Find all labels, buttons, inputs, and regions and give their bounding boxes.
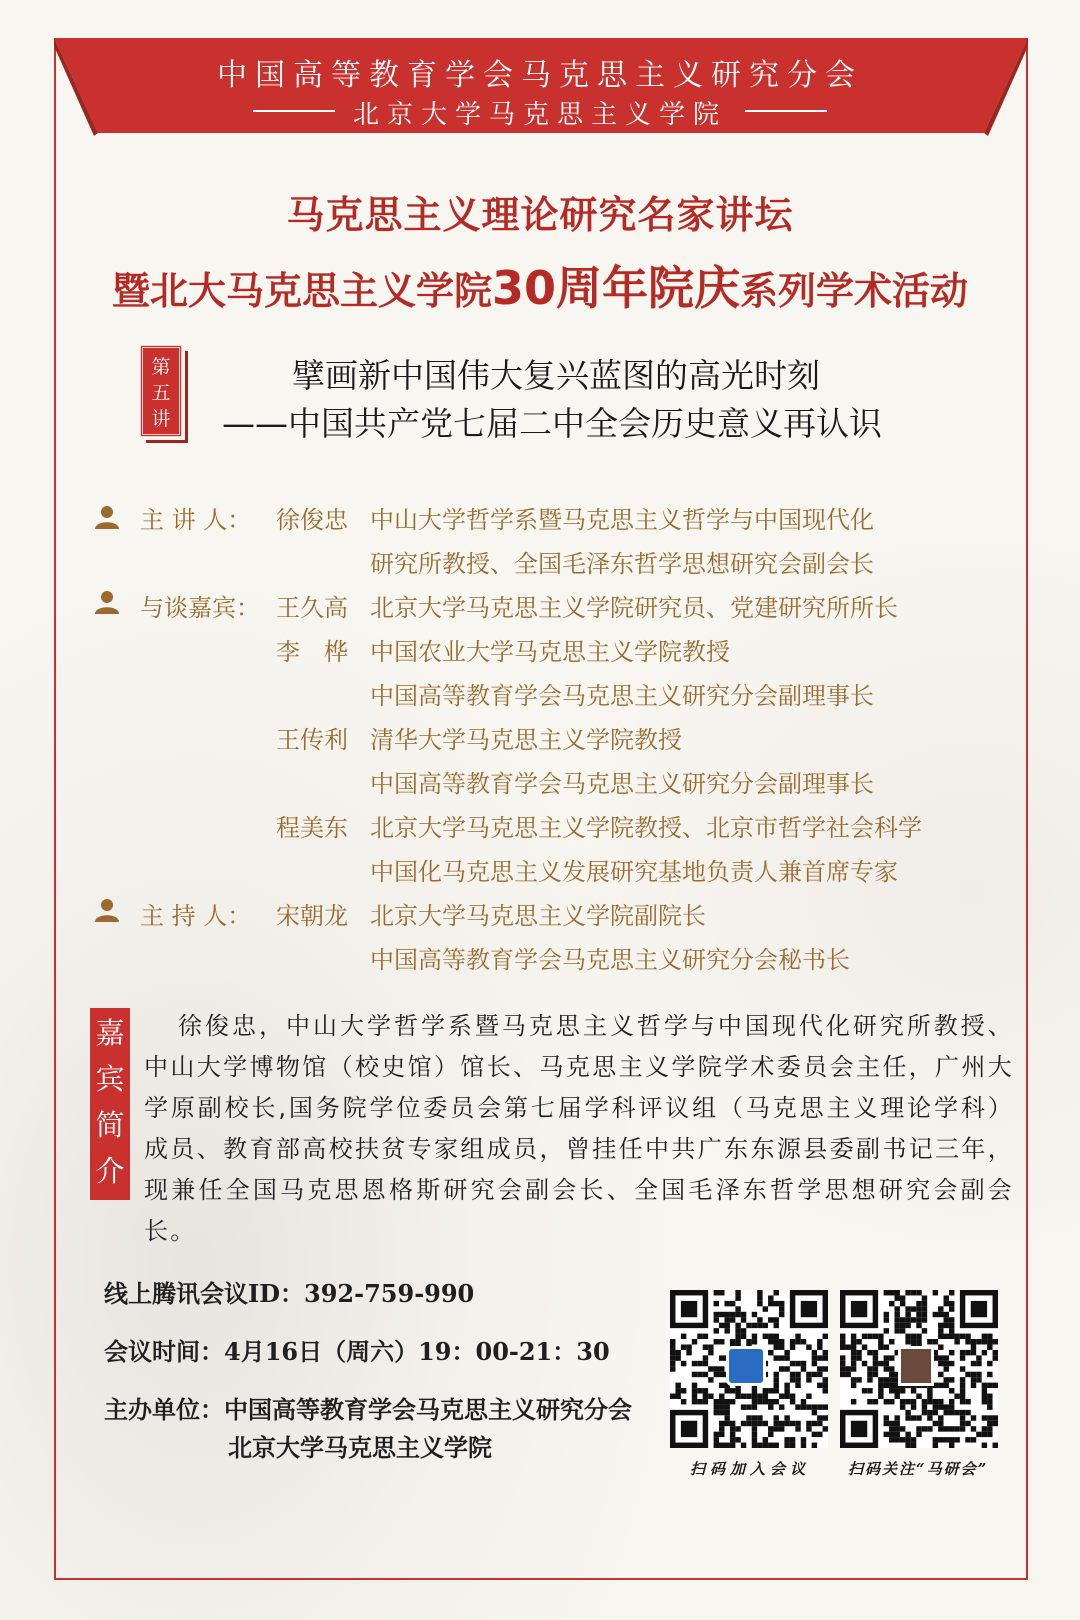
organizer-1: 中国高等教育学会马克思主义研究分会	[224, 1395, 632, 1424]
person-icon	[94, 590, 120, 614]
lecture-badge-char: 第	[151, 356, 171, 378]
speaker-label: 主 讲 人：	[140, 506, 252, 534]
speaker-desc-line: 研究所教授、全国毛泽东哲学思想研究会副会长	[370, 550, 874, 578]
person-icon	[94, 898, 120, 922]
discussant-name: 王传利	[276, 726, 348, 754]
bio-badge-char: 嘉	[95, 1016, 125, 1050]
organizer-row	[104, 1390, 632, 1425]
bio-badge-char: 介	[95, 1154, 125, 1188]
host-desc-line: 中国高等教育学会马克思主义研究分会秘书长	[370, 946, 850, 974]
meeting-time: 会议时间：4月16日（周六）19：00-21：30	[104, 1337, 610, 1366]
title-prefix: 暨北大马克思主义学院	[111, 269, 492, 313]
host-label: 主 持 人：	[140, 902, 252, 930]
discussant-desc-line: 清华大学马克思主义学院教授	[370, 726, 682, 754]
discussants-label: 与谈嘉宾：	[140, 594, 260, 622]
discussant-name: 程美东	[276, 814, 348, 842]
lecture-number-badge	[140, 345, 182, 437]
meeting-id: 线上腾讯会议ID：392-759-990	[104, 1279, 475, 1308]
main-title-line2	[0, 252, 1080, 318]
main-title-line1: 马克思主义理论研究名家讲坛	[286, 193, 794, 237]
header-dash-right	[745, 110, 827, 112]
person-icon	[94, 505, 120, 529]
speaker-name: 徐俊忠	[276, 506, 348, 534]
bio-badge-char: 宾	[95, 1062, 125, 1096]
lecture-badge-char: 五	[151, 382, 171, 404]
organizer-label: 主办单位：	[104, 1395, 224, 1424]
bio-badge-char: 简	[95, 1108, 125, 1142]
lecture-badge-char: 讲	[151, 408, 171, 430]
portrait-logo-icon	[898, 1346, 934, 1386]
title-suffix: 系列学术活动	[740, 269, 969, 313]
lecture-title-line1: 擘画新中国伟大复兴蓝图的高光时刻	[292, 356, 820, 395]
header-org-line1: 中国高等教育学会马克思主义研究分会	[217, 58, 863, 93]
qr-right-caption: 扫码关注“马研会”	[848, 1460, 989, 1478]
header-org-line2: 北京大学马克思主义学院	[352, 100, 727, 130]
discussant-name: 王久高	[276, 594, 348, 622]
guest-bio-badge	[90, 1008, 130, 1200]
discussant-desc-line: 北京大学马克思主义学院教授、北京市哲学社会科学	[370, 814, 922, 842]
host-desc-line: 北京大学马克思主义学院副院长	[370, 902, 706, 930]
discussant-desc-line: 中国农业大学马克思主义学院教授	[370, 638, 730, 666]
title-highlight: 30周年院庆	[491, 261, 740, 315]
meeting-app-logo-icon	[726, 1346, 766, 1386]
organizer-2: 北京大学马克思主义学院	[228, 1433, 492, 1462]
discussant-desc-line: 中国高等教育学会马克思主义研究分会副理事长	[370, 770, 874, 798]
discussant-desc-line: 中国化马克思主义发展研究基地负责人兼首席专家	[370, 858, 898, 886]
discussant-desc-line: 北京大学马克思主义学院研究员、党建研究所所长	[370, 594, 898, 622]
speaker-desc-line: 中山大学哲学系暨马克思主义哲学与中国现代化	[370, 506, 874, 534]
qr-left-caption: 扫码加入会议	[690, 1460, 811, 1478]
host-name: 宋朝龙	[276, 902, 348, 930]
guest-bio-text: 徐俊忠，中山大学哲学系暨马克思主义哲学与中国现代化研究所教授、中山大学博物馆（校史馆）馆长、马克思主义学院学术委员会主任，广州大学原副校长,国务院学位委员会第七届学科评议组（马克思主义理论学科）成员、教育部高校扶贫专家组成员，曾挂任中共广东东源县委副书记三年，现兼任全国马克思恩格斯研究会副会长、全国毛泽东哲学思想研究会副会长。	[144, 1012, 1014, 1245]
discussant-name: 李 桦	[276, 638, 348, 666]
discussant-desc-line: 中国高等教育学会马克思主义研究分会副理事长	[370, 682, 874, 710]
lecture-title-line2: ——中国共产党七届二中全会历史意义再认识	[222, 404, 882, 443]
